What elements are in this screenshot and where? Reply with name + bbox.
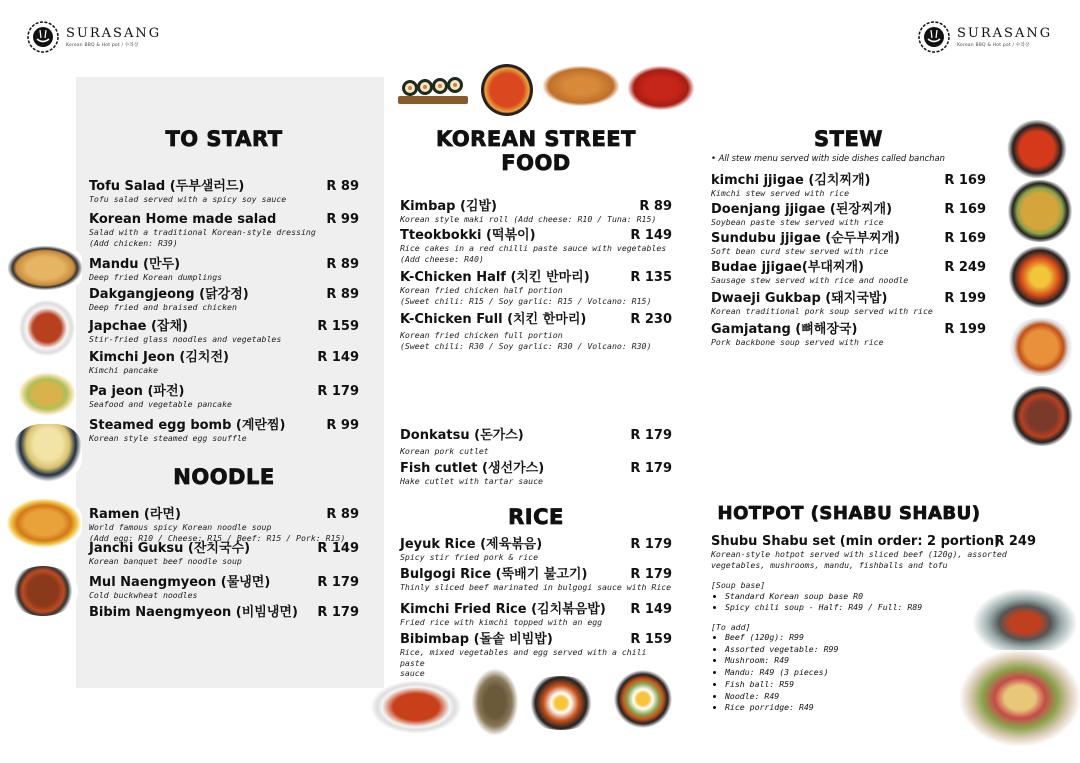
item-desc-extra: (Add egg: R10 / Cheese: R15 / Beef: R15 / Pork: R15) xyxy=(89,532,346,543)
item-name: Korean Home made salad xyxy=(89,212,277,227)
item-price: R 169 xyxy=(944,202,986,217)
item-name: Pa jeon (파전) xyxy=(89,384,185,399)
stew-note xyxy=(699,153,974,163)
menu-item xyxy=(89,384,359,418)
item-price: R 249 xyxy=(994,534,1036,549)
item-price: R 159 xyxy=(317,319,359,334)
item-desc: Korean-style hotpot served with sliced beef (120g), assorted xyxy=(711,549,1007,559)
item-price: R 230 xyxy=(630,312,672,327)
yangnyeom-chicken-image xyxy=(628,66,694,110)
menu-item xyxy=(711,322,986,352)
brand-name: SURASANG xyxy=(957,25,1053,41)
kimchi-jjigae-image xyxy=(1004,120,1070,178)
item-name: kimchi jjigae (김치찌개) xyxy=(711,173,871,188)
brand-tagline: Korean BBQ & Hot pot / 수라상 xyxy=(66,42,139,48)
to-add-list xyxy=(711,632,1011,714)
naengmyeon-image xyxy=(8,566,78,616)
menu-item xyxy=(89,257,359,287)
item-price: R 179 xyxy=(317,384,359,399)
item-price: R 199 xyxy=(944,322,986,337)
item-desc: Korean style steamed egg souffle xyxy=(89,433,247,443)
item-desc: Thinly sliced beef marinated in bulgogi sauce with Rice xyxy=(400,582,672,592)
menu-item xyxy=(89,179,359,212)
street-food-section xyxy=(400,127,672,352)
item-name: Mul Naengmyeon (물냉면) xyxy=(89,575,271,590)
item-desc: Sausage stew served with rice and noodle xyxy=(711,275,909,285)
item-desc: Tofu salad served with a spicy soy sauce xyxy=(89,194,287,204)
brand-logo-right xyxy=(917,20,1052,54)
item-name: Shubu Shabu set (min order: 2 portion) xyxy=(711,534,1001,549)
item-price: R 149 xyxy=(317,541,359,556)
item-desc: Salad with a traditional Korean-style dressing xyxy=(89,227,316,237)
item-desc-extra: (Sweet chili: R15 / Soy garlic: R15 / Volcano: R15) xyxy=(400,295,652,306)
stew-list xyxy=(711,173,986,352)
soup-base-label: [Soup base] xyxy=(711,580,766,590)
item-desc-extra: (Add chicken: R39) xyxy=(89,237,178,248)
section-title: NOODLE xyxy=(173,465,275,489)
item-name: Gamjatang (뼈해장국) xyxy=(711,322,858,337)
item-price: R 179 xyxy=(630,567,672,582)
item-name: Dwaeji Gukbap (돼지국밥) xyxy=(711,291,888,306)
list-item: • Assorted vegetable: R99 xyxy=(725,644,1011,656)
surasang-emblem-icon xyxy=(26,20,60,54)
item-name: Kimchi Jeon (김치전) xyxy=(89,350,229,365)
menu-item xyxy=(89,605,359,625)
sundubu-jjigae-image xyxy=(1004,246,1076,308)
item-desc-extra: sauce xyxy=(400,668,425,678)
bibimbap-image xyxy=(610,670,676,728)
section-title: TO START xyxy=(165,127,283,151)
item-desc: Korean pork cutlet xyxy=(400,446,489,456)
menu-item xyxy=(400,270,672,312)
tteokbokki-image xyxy=(481,64,533,116)
menu-item xyxy=(89,575,359,605)
list-item: • Mandu: R49 (3 pieces) xyxy=(725,667,1011,679)
item-price: R 149 xyxy=(630,228,672,243)
item-desc: Spicy stir fried pork & rice xyxy=(400,552,539,562)
item-desc: Fried rice with kimchi topped with an egg xyxy=(400,617,603,627)
item-name: Janchi Guksu (잔치국수) xyxy=(89,541,251,556)
item-price: R 179 xyxy=(630,461,672,476)
item-desc: Hake cutlet with tartar sauce xyxy=(400,476,543,486)
noodle-list xyxy=(89,507,359,625)
to-start-section xyxy=(89,127,359,448)
menu-item xyxy=(400,228,672,270)
item-name: Steamed egg bomb (계란찜) xyxy=(89,418,286,433)
item-price: R 89 xyxy=(639,199,672,214)
item-desc: World famous spicy Korean noodle soup xyxy=(89,522,272,532)
item-name: Jeyuk Rice (제육볶음) xyxy=(400,537,543,552)
to-add-label: [To add] xyxy=(711,621,751,632)
item-name: Fish cutlet (생선가스) xyxy=(400,461,545,476)
item-desc: Deep fried Korean dumplings xyxy=(89,272,223,282)
item-desc: Kimchi pancake xyxy=(89,365,159,375)
menu-item xyxy=(89,418,359,448)
menu-item xyxy=(89,212,359,257)
item-name: Mandu (만두) xyxy=(89,257,181,272)
list-item: • Mushroom: R49 xyxy=(725,655,1011,667)
kimchi-fried-rice-image xyxy=(520,676,602,730)
item-price: R 89 xyxy=(326,179,359,194)
menu-item xyxy=(89,350,359,384)
rice-list xyxy=(400,537,672,678)
hotpot-section xyxy=(711,503,1036,714)
item-desc: Soft bean curd stew served with rice xyxy=(711,246,889,256)
menu-item xyxy=(89,541,359,575)
budae-jjigae-image xyxy=(1004,318,1078,376)
item-price: R 149 xyxy=(317,350,359,365)
item-price: R 179 xyxy=(630,537,672,552)
soup-base-list xyxy=(711,591,1011,613)
item-price: R 135 xyxy=(630,270,672,285)
stew-section xyxy=(711,127,986,352)
item-name: Tofu Salad (두부샐러드) xyxy=(89,179,245,194)
item-price: R 179 xyxy=(630,428,672,443)
item-name: Dakgangjeong (닭강정) xyxy=(89,287,249,302)
item-price: R 99 xyxy=(326,212,359,227)
item-name: Bibim Naengmyeon (비빔냉면) xyxy=(89,605,298,620)
item-price: R 179 xyxy=(317,575,359,590)
list-item: • Rice porridge: R49 xyxy=(725,702,1011,714)
item-name: Tteokbokki (떡볶이) xyxy=(400,228,536,243)
item-desc: Deep fried and braised chicken xyxy=(89,302,237,312)
item-desc-extra: (Sweet chili: R30 / Soy garlic: R30 / Volcano: R30) xyxy=(400,340,652,351)
item-price: R 89 xyxy=(326,257,359,272)
menu-item xyxy=(89,319,359,350)
item-name: K-Chicken Full (치킨 한마리) xyxy=(400,312,587,327)
item-name: Kimbap (김밥) xyxy=(400,199,497,214)
menu-item xyxy=(711,260,986,291)
item-price: R 169 xyxy=(944,173,986,188)
item-desc: Soybean paste stew served with rice xyxy=(711,217,884,227)
brand-logo-left xyxy=(26,20,161,54)
item-price: R 199 xyxy=(944,291,986,306)
menu-item xyxy=(711,202,986,231)
rice-section xyxy=(400,505,672,678)
gamjatang-image xyxy=(1006,386,1078,446)
brand-name: SURASANG xyxy=(66,25,162,41)
item-price: R 179 xyxy=(317,605,359,620)
menu-item xyxy=(400,537,672,567)
to-start-list xyxy=(89,179,359,448)
item-desc: Stir-fried glass noodles and vegetables xyxy=(89,334,282,344)
brand-tagline: Korean BBQ & Hot pot / 수라상 xyxy=(957,42,1030,48)
item-name: K-Chicken Half (치킨 반마리) xyxy=(400,270,590,285)
item-desc: Rice cakes in a red chilli paste sauce with vegetables xyxy=(400,243,667,253)
surasang-emblem-icon xyxy=(917,20,951,54)
street-food-list xyxy=(400,199,672,352)
item-price: R 89 xyxy=(326,507,359,522)
item-price: R 89 xyxy=(326,287,359,302)
ramen-image xyxy=(6,498,82,548)
bullet-icon: • xyxy=(711,153,719,163)
list-item: • Standard Korean soup base R0 xyxy=(725,591,1011,602)
dakgangjeong-image xyxy=(18,300,76,356)
menu-item xyxy=(89,287,359,319)
item-desc: Korean banquet beef noodle soup xyxy=(89,556,242,566)
item-name: Ramen (라면) xyxy=(89,507,181,522)
item-name: Donkatsu (돈가스) xyxy=(400,428,524,443)
item-desc: Korean fried chicken half portion xyxy=(400,285,563,295)
item-desc-extra: vegetables, mushrooms, mandu, fishballs and tofu xyxy=(711,559,948,570)
menu-item xyxy=(400,199,672,228)
jeyuk-image xyxy=(370,680,462,734)
item-name: Bulgogi Rice (뚝배기 불고기) xyxy=(400,567,588,582)
menu-item xyxy=(89,507,359,541)
item-price: R 99 xyxy=(326,418,359,433)
fried-chicken-image xyxy=(543,66,619,106)
item-price: R 159 xyxy=(630,632,672,647)
menu-item xyxy=(711,173,986,202)
item-desc: Seafood and vegetable pancake xyxy=(89,399,232,409)
item-name: Sundubu jjigae (순두부찌개) xyxy=(711,231,900,246)
list-item: • Spicy chili soup - Half: R49 / Full: R89 xyxy=(725,602,1011,613)
street-food-list-2 xyxy=(400,428,672,491)
menu-item xyxy=(400,428,672,461)
menu-item xyxy=(400,602,672,632)
doenjang-jjigae-image xyxy=(1004,180,1076,242)
list-item: • Beef (120g): R99 xyxy=(725,632,1011,644)
item-price: R 169 xyxy=(944,231,986,246)
item-desc: Kimchi stew served with rice xyxy=(711,188,850,198)
item-name: Doenjang jjigae (된장찌개) xyxy=(711,202,893,217)
item-name: Kimchi Fried Rice (김치볶음밥) xyxy=(400,602,606,617)
item-name: Japchae (잡채) xyxy=(89,319,188,334)
section-title: KOREAN STREET FOOD xyxy=(436,127,636,175)
egg-bomb-image xyxy=(14,424,82,482)
section-title: RICE xyxy=(508,505,564,529)
hotpot-set-item xyxy=(711,534,1036,570)
item-name: Budae jjigae(부대찌개) xyxy=(711,260,864,275)
pajeon-image xyxy=(18,372,76,416)
menu-item xyxy=(400,312,672,352)
item-desc: Korean fried chicken full portion xyxy=(400,330,563,340)
menu-item xyxy=(711,291,986,322)
item-desc: Cold buckwheat noodles xyxy=(89,590,198,600)
item-desc: Pork backbone soup served with rice xyxy=(711,337,884,347)
kimbap-image xyxy=(396,74,470,108)
list-item: • Noodle: R49 xyxy=(725,691,1011,703)
item-desc: Rice, mixed vegetables and egg served with a chili paste xyxy=(400,647,647,668)
menu-item xyxy=(400,461,672,491)
stew-note-text: All stew menu served with side dishes called banchan xyxy=(718,153,945,163)
item-desc: Korean style maki roll (Add cheese: R10 / Tuna: R15) xyxy=(400,214,657,224)
menu-item xyxy=(400,567,672,602)
menu-item xyxy=(400,632,672,678)
mandu-image xyxy=(8,246,82,290)
noodle-section xyxy=(89,465,359,625)
item-price: R 249 xyxy=(944,260,986,275)
section-title: STEW xyxy=(814,127,883,151)
section-title: HOTPOT (SHABU SHABU) xyxy=(717,503,981,524)
item-name: Bibimbap (돌솥 비빔밥) xyxy=(400,632,553,647)
item-desc: Korean traditional pork soup served with rice xyxy=(711,306,933,316)
item-desc-extra: (Add cheese: R40) xyxy=(400,253,484,264)
list-item: • Fish ball: R59 xyxy=(725,679,1011,691)
item-price: R 149 xyxy=(630,602,672,617)
menu-item xyxy=(711,231,986,260)
